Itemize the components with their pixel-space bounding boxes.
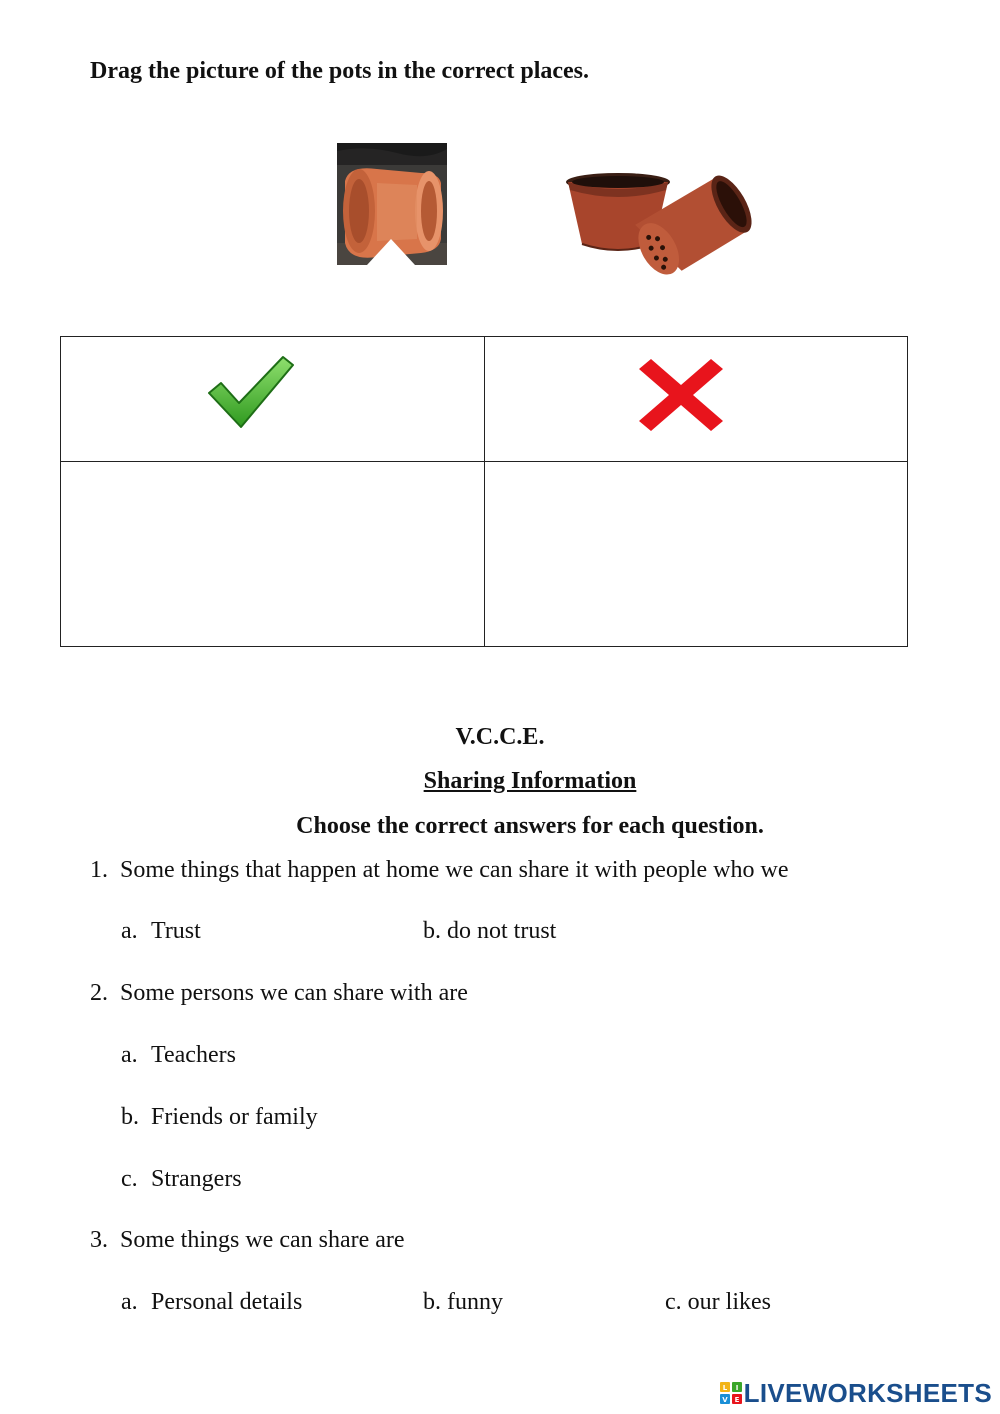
correct-drop-zone[interactable] — [61, 463, 483, 646]
q1-option-a[interactable]: a. Trust — [121, 918, 201, 944]
q3-option-a[interactable]: a. Personal details — [121, 1289, 303, 1315]
q2-option-a[interactable]: a. Teachers — [121, 1042, 236, 1068]
svg-text:V: V — [721, 1396, 728, 1404]
q2-option-c[interactable]: c. Strangers — [121, 1166, 242, 1192]
incorrect-drop-zone[interactable] — [486, 463, 907, 646]
checkmark-icon — [207, 355, 295, 429]
course-title: V.C.C.E. — [455, 724, 545, 750]
svg-text:I: I — [735, 1384, 738, 1392]
subject-title: Sharing Information — [423, 768, 637, 794]
sorting-table — [60, 336, 908, 647]
question-2: 2. Some persons we can share with are — [90, 980, 468, 1006]
logo-text: LIVEWORKSHEETS — [743, 1377, 992, 1408]
svg-text:E: E — [734, 1396, 740, 1404]
q2-option-b[interactable]: b. Friends or family — [121, 1104, 318, 1130]
quiz-directions: Choose the correct answers for each question. — [296, 813, 764, 839]
q3-option-b[interactable]: b. funny — [423, 1289, 503, 1315]
plastic-pot-image[interactable] — [562, 168, 767, 284]
cross-icon — [637, 359, 725, 431]
svg-text:L: L — [722, 1384, 727, 1392]
question-1: 1. Some things that happen at home we can share it with people who we — [90, 857, 789, 883]
liveworksheets-logo — [720, 1378, 992, 1408]
drag-instruction: Drag the picture of the pots in the correct places. — [90, 58, 590, 84]
question-3: 3. Some things we can share are — [90, 1227, 405, 1253]
q3-option-c[interactable]: c. our likes — [665, 1289, 771, 1315]
q1-option-b[interactable]: b. do not trust — [423, 918, 557, 944]
broken-pot-image[interactable] — [337, 143, 447, 265]
liveworksheets-logo-icon — [720, 1382, 742, 1404]
